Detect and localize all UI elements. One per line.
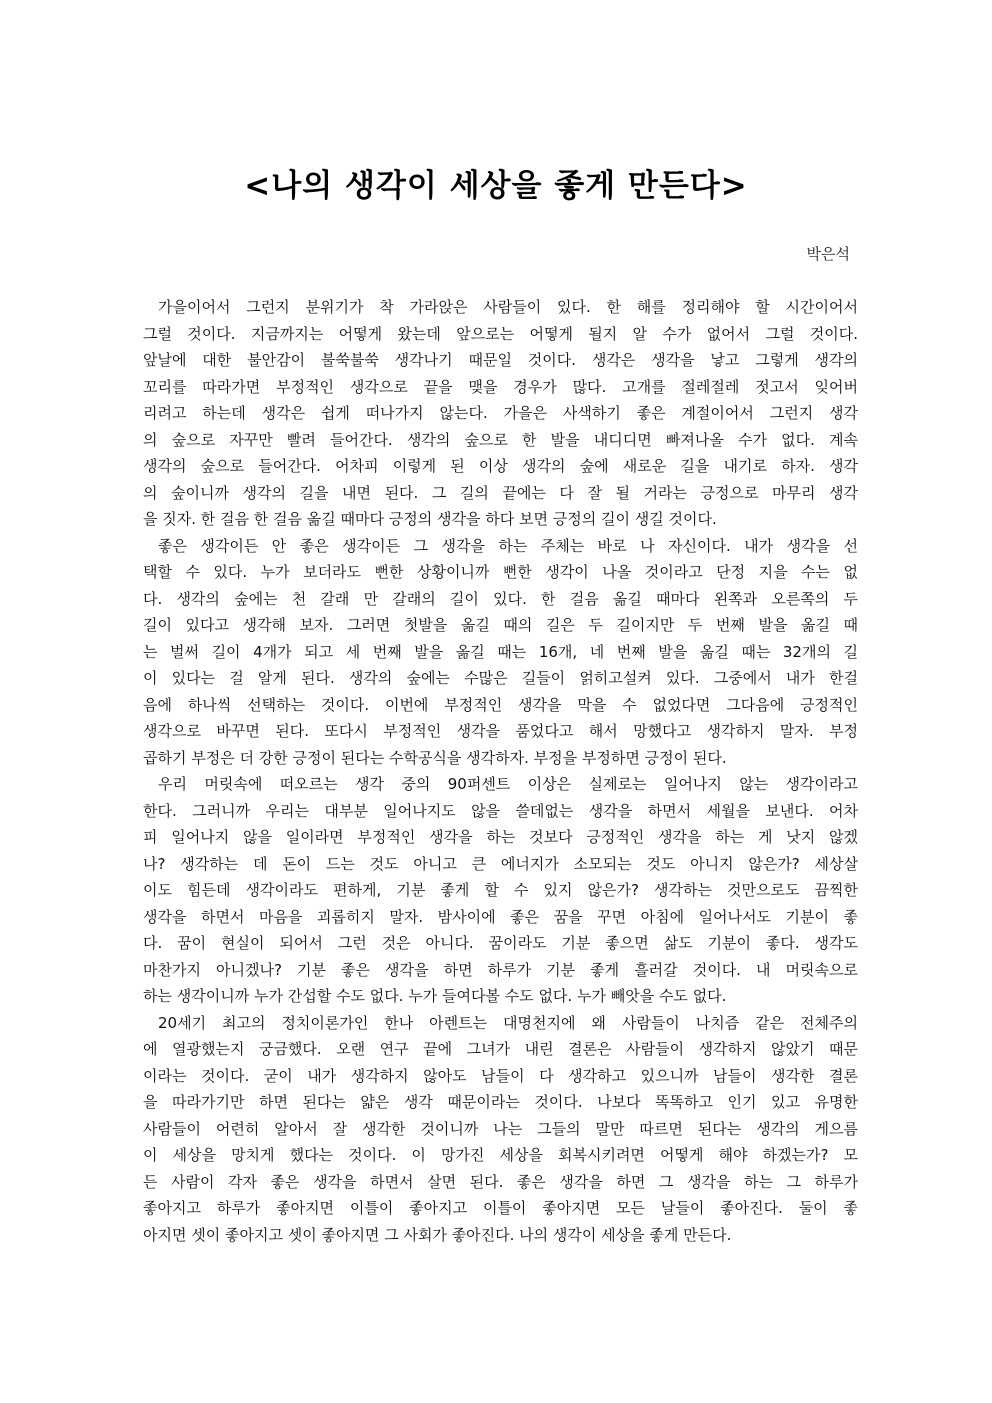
document-body	[143, 294, 858, 1248]
text-line: 을 따라가기만 하면 된다는 얇은 생각 때문이라는 것이다. 나보다 똑똑하고 인기 있고 유명한	[143, 1093, 858, 1111]
text-line: 의 숲이니까 생각의 길을 내면 된다. 그 길의 끝에는 다 잘 될 거라는 긍정으로 마무리 생각	[143, 483, 858, 502]
text-line: 다. 생각의 숲에는 천 갈래 만 갈래의 길이 있다. 한 걸음 옮길 때마다 왼쪽과 오른쪽의 두	[143, 589, 858, 608]
document-title: <나의 생각이 세상을 좋게 만든다>	[244, 168, 748, 204]
text-line: 20세기 최고의 정치이론가인 한나 아렌트는 대명천지에 왜 사람들이 나치즘 같은 전체주의	[158, 1013, 858, 1032]
text-line: 생각의 숲으로 들어간다. 어차피 이렇게 된 이상 생각의 숲에 새로운 길을 내기로 하자. 생각	[143, 457, 858, 475]
text-line: 길이 있다고 생각해 보자. 그러면 첫발을 옮길 때의 길은 두 길이지만 두 번째 발을 옮길 때	[143, 616, 858, 634]
text-line: 사람들이 어련히 알아서 잘 생각한 것이니까 나는 그들의 말만 따르면 된다는 생각의 게으름	[143, 1119, 858, 1138]
text-line: 나? 생각하는 데 돈이 드는 것도 아니고 큰 에너지가 소모되는 것도 아니지 않은가? 세상살	[143, 854, 858, 873]
text-line: 생각을 하면서 마음을 괴롭히지 말자. 밤사이에 좋은 꿈을 꾸면 아침에 일어나서도 기분이 좋	[143, 907, 858, 926]
text-line: 앞날에 대한 불안감이 불쑥불쑥 생각나기 때문일 것이다. 생각은 생각을 낳고 그렇게 생각의	[143, 351, 858, 369]
text-line: 다. 꿈이 현실이 되어서 그런 것은 아니다. 꿈이라도 기분 좋으면 삶도 기분이 좋다. 생각도	[143, 934, 858, 952]
text-line: 그럴 것이다. 지금까지는 어떻게 왔는데 앞으로는 어떻게 될지 알 수가 없어서 그럴 것이다.	[143, 324, 858, 343]
text-line: 좋아지고 하루가 좋아지면 이틀이 좋아지고 이틀이 좋아지면 모든 날들이 좋아진다. 둘이 좋	[143, 1199, 858, 1217]
text-line: 을 짓자. 한 걸음 한 걸음 옮길 때마다 긍정의 생각을 하다 보면 긍정의 길이 생길 것이다.	[143, 510, 717, 528]
text-line: 택할 수 있다. 누가 보더라도 뻔한 상황이니까 뻔한 생각이 나올 것이라고 단정 지을 수는 없	[143, 563, 858, 581]
text-line: 리려고 하는데 생각은 쉽게 떠나가지 않는다. 가을은 사색하기 좋은 계절이어서 그런지 생각	[143, 404, 858, 422]
text-line: 든 사람이 각자 좋은 생각을 하면서 살면 된다. 좋은 생각을 하면 그 생각을 하는 그 하루가	[143, 1172, 858, 1191]
text-line: 꼬리를 따라가면 부정적인 생각으로 끝을 맺을 경우가 많다. 고개를 절레절레 젓고서 잊어버	[143, 377, 858, 396]
text-line: 피 일어나지 않을 일이라면 부정적인 생각을 하는 것보다 긍정적인 생각을 하는 게 낫지 않겠	[143, 828, 858, 846]
text-line: 가을이어서 그런지 분위기가 착 가라앉은 사람들이 있다. 한 해를 정리해야 할 시간이어서	[158, 298, 858, 316]
text-line: 이 있다는 걸 알게 된다. 생각의 숲에는 수많은 길들이 얽히고설켜 있다. 그중에서 내가 한걸	[143, 669, 858, 687]
text-line: 아지면 셋이 좋아지고 셋이 좋아지면 그 사회가 좋아진다. 나의 생각이 세상을 좋게 만든다.	[143, 1225, 732, 1244]
text-line: 이도 힘든데 생각이라도 편하게, 기분 좋게 할 수 있지 않은가? 생각하는 것만으로도 끔찍한	[143, 881, 858, 899]
text-line: 이라는 것이다. 굳이 내가 생각하지 않아도 남들이 다 생각하고 있으니까 남들이 생각한 결론	[143, 1066, 858, 1085]
text-line: 우리 머릿속에 떠오르는 생각 중의 90퍼센트 이상은 실제로는 일어나지 않는 생각이라고	[158, 775, 858, 793]
text-line: 는 벌써 길이 4개가 되고 세 번째 발을 옮길 때는 16개, 네 번째 발을 옮길 때는 32개의 길	[143, 642, 858, 661]
text-line: 의 숲으로 자꾸만 빨려 들어간다. 생각의 숲으로 한 발을 내디디면 빠져나올 수가 없다. 계속	[143, 430, 858, 449]
author-name: 박은석	[806, 245, 850, 263]
text-line: 음에 하나씩 선택하는 것이다. 이번에 부정적인 생각을 막을 수 없었다면 그다음에 긍정적인	[143, 695, 858, 714]
text-line: 에 열광했는지 궁금했다. 오랜 연구 끝에 그녀가 내린 결론은 사람들이 생각하지 않았기 때문	[143, 1040, 858, 1058]
text-line: 한다. 그러니까 우리는 대부분 일어나지도 않을 쓸데없는 생각을 하면서 세월을 보낸다. 어차	[143, 801, 858, 820]
text-line: 생각으로 바꾸면 된다. 또다시 부정적인 생각을 품었다고 해서 망했다고 생각하지 말자. 부정	[143, 722, 858, 740]
text-line: 곱하기 부정은 더 강한 긍정이 된다는 수학공식을 생각하자. 부정을 부정하면 긍정이 된다.	[143, 748, 727, 767]
text-line: 하는 생각이니까 누가 간섭할 수도 없다. 누가 들여다볼 수도 없다. 누가 빼앗을 수도 없다.	[143, 987, 727, 1005]
text-line: 마찬가지 아니겠나? 기분 좋은 생각을 하면 하루가 기분 좋게 흘러갈 것이다. 내 머릿속으로	[143, 960, 858, 979]
text-line: 좋은 생각이든 안 좋은 생각이든 그 생각을 하는 주체는 바로 나 자신이다. 내가 생각을 선	[158, 536, 858, 555]
text-line: 이 세상을 망치게 했다는 것이다. 이 망가진 세상을 회복시키려면 어떻게 해야 하겠는가? 모	[143, 1146, 858, 1164]
